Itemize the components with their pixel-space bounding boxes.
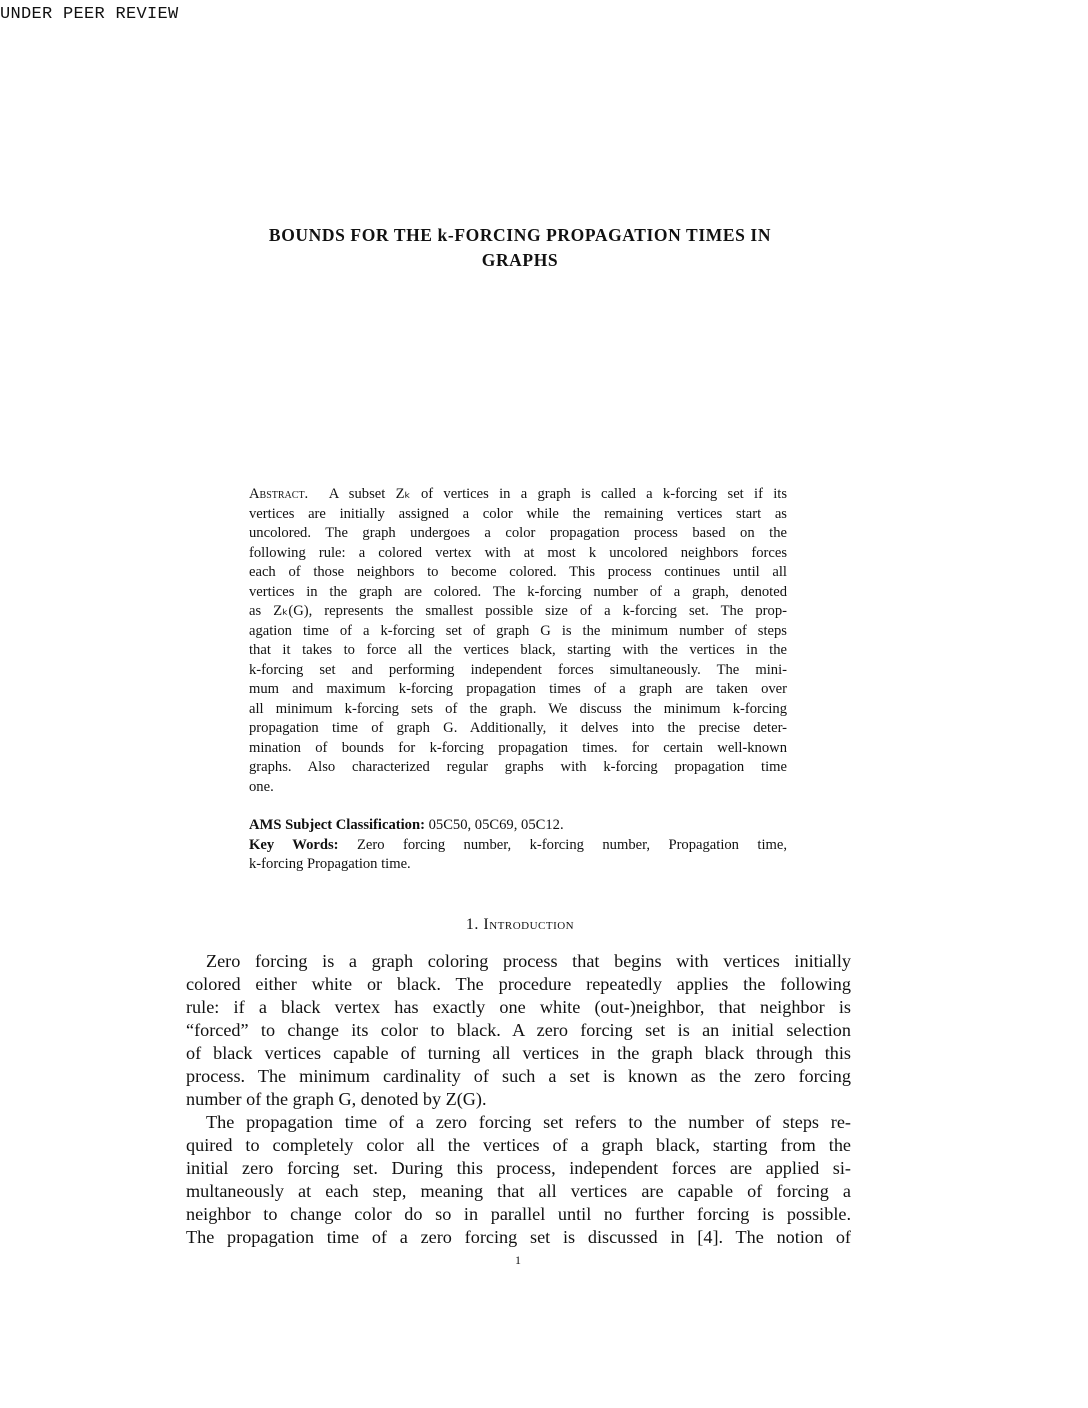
text-line: quired to completely color all the vertices of a graph black, starting from the: [186, 1135, 851, 1155]
abstract: [249, 485, 787, 875]
text-line: [249, 485, 787, 505]
text-line: mination of bounds for k-forcing propagation times. for certain well-known: [249, 739, 787, 756]
ams-label: AMS Subject Classification:: [249, 817, 425, 833]
abstract-label: Abstract.: [249, 486, 309, 502]
text-line: each of those neighbors to become colored. This process continues until all: [249, 564, 787, 580]
text-line: following rule: a colored vertex with at most k uncolored neighbors forces: [249, 544, 787, 561]
text-line: all minimum k-forcing sets of the graph. We discuss the minimum k-forcing: [249, 700, 787, 717]
text-line: “forced” to change its color to black. A zero forcing set is an initial selection: [186, 1020, 851, 1040]
text-line: Zero forcing is a graph coloring process that begins with vertices initially: [206, 951, 851, 971]
text-line: propagation time of graph G. Additionally, it delves into the precise deter-: [249, 720, 787, 736]
text-line: of black vertices capable of turning all vertices in the graph black through this: [186, 1043, 851, 1063]
text-line: The propagation time of a zero forcing set refers to the number of steps re-: [206, 1112, 851, 1132]
text-line: one.: [249, 778, 274, 795]
paragraph: [186, 1111, 851, 1249]
text-line: vertices are initially assigned a color while the remaining vertices start as: [249, 505, 787, 522]
text-line: graphs. Also characterized regular graphs with k-forcing propagation time: [249, 759, 787, 775]
ams-value: 05C50, 05C69, 05C12.: [428, 817, 564, 833]
page-number: 1: [515, 1253, 521, 1267]
text-line: agation time of a k-forcing set of graph G is the minimum number of steps: [249, 622, 787, 639]
text-line: The propagation time of a zero forcing set is discussed in [4]. The notion of: [186, 1227, 851, 1247]
text-line: initial zero forcing set. During this process, independent forces are applied si-: [186, 1158, 851, 1178]
text-line: rule: if a black vertex has exactly one white (out-)neighbor, that neighbor is: [186, 997, 851, 1017]
title-line: BOUNDS FOR THE k-FORCING PROPAGATION TIMES IN: [268, 225, 772, 245]
text-line: k-forcing set and performing independent forces simultaneously. The mini-: [249, 661, 787, 678]
introduction-body: [186, 950, 851, 1249]
keywords: [249, 836, 787, 856]
text-line: neighbor to change color do so in parallel until no further forcing is possible.: [186, 1204, 851, 1224]
text-line: process. The minimum cardinality of such a set is known as the zero forcing: [186, 1066, 851, 1086]
text-line: number of the graph G, denoted by Z(G).: [186, 1089, 487, 1109]
review-watermark-header: UNDER PEER REVIEW: [0, 5, 179, 24]
text-line: uncolored. The graph undergoes a color propagation process based on the: [249, 525, 787, 541]
keywords-value: Zero forcing number, k-forcing number, Propagation time,: [356, 836, 788, 853]
text-line: that it takes to force all the vertices black, starting with the vertices in the: [249, 642, 787, 658]
paper-title: [180, 223, 860, 273]
text-line: as Zₖ(G), represents the smallest possible size of a k-forcing set. The prop-: [249, 603, 787, 619]
paragraph: [186, 950, 851, 1111]
title-line: GRAPHS: [481, 250, 559, 270]
paper-metadata: [249, 816, 787, 875]
keywords-continued: k-forcing Propagation time.: [249, 856, 411, 872]
section-heading-introduction: 1. Introduction: [465, 916, 575, 933]
text-line: colored either white or black. The procedure repeatedly applies the following: [186, 974, 851, 994]
ams-classification: [249, 816, 787, 836]
text-line: vertices in the graph are colored. The k-forcing number of a graph, denoted: [249, 583, 787, 600]
abstract-text: A subset Zₖ of vertices in a graph is called a k-forcing set if its: [328, 486, 788, 502]
text-line: multaneously at each step, meaning that all vertices are capable of forcing a: [186, 1181, 851, 1201]
abstract-body: [249, 485, 787, 797]
text-line: mum and maximum k-forcing propagation times of a graph are taken over: [249, 681, 787, 697]
keywords-label: Key Words:: [249, 836, 339, 853]
